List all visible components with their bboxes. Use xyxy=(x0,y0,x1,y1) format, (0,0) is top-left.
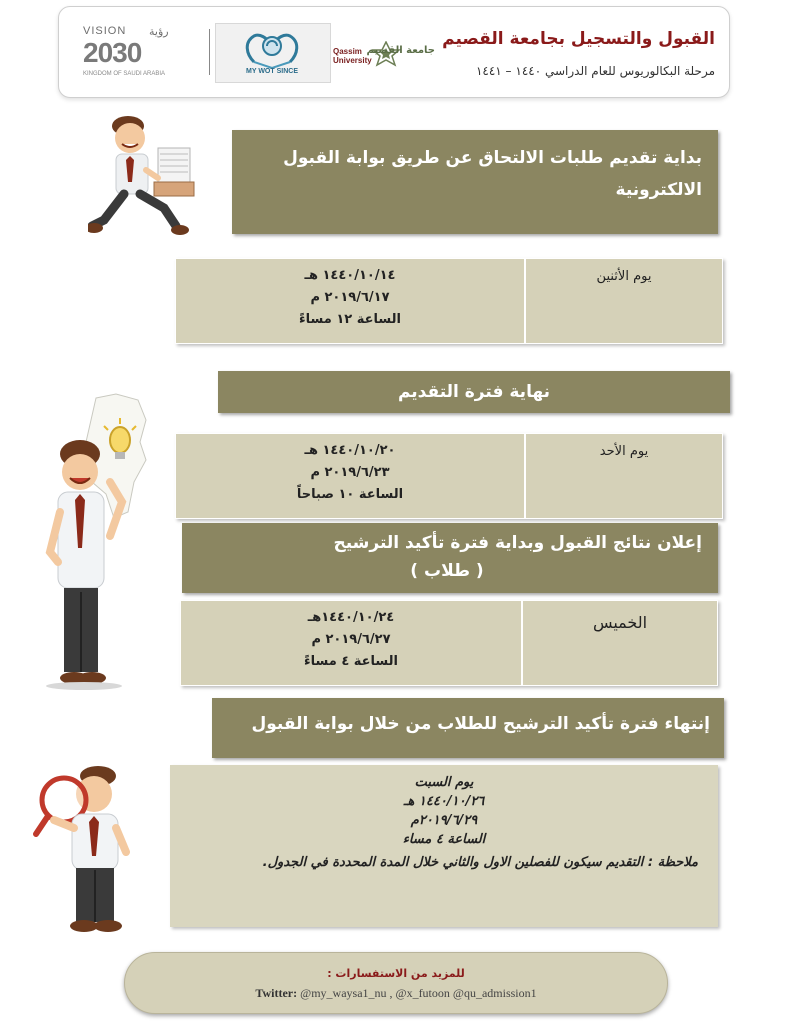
section-3-day: الخميس xyxy=(522,600,718,686)
section-3-heading-line2: ( طلاب ) xyxy=(410,561,484,581)
logo-divider xyxy=(209,29,210,75)
twitter-label: Twitter: xyxy=(255,986,298,1000)
section-2-hijri: ١٤٤٠/١٠/٢٠ هـ xyxy=(304,443,396,458)
section-1-gregorian: ٢٠١٩/٦/١٧ م xyxy=(310,290,390,305)
qu-arabic-name: جامعة القصيم xyxy=(366,45,435,56)
section-1-heading: بداية تقديم طلبات الالتحاق عن طريق بوابة القبول الالكترونية xyxy=(232,130,718,234)
section-1-date-cell xyxy=(175,258,525,344)
section-4-day: يوم السبت xyxy=(414,775,474,790)
vision-2030-logo: VISION رؤية 2030 KINGDOM OF SAUDI ARABIA xyxy=(83,25,169,77)
section-3-hijri: ١٤٤٠/١٠/٢٤هـ xyxy=(307,610,395,625)
section-2-table xyxy=(175,433,723,519)
section-2-time: الساعة ١٠ صباحاً xyxy=(296,487,404,502)
section-3-table xyxy=(180,600,718,686)
section-1-hijri: ١٤٤٠/١٠/١٤ هـ xyxy=(304,268,396,283)
section-2-date-cell xyxy=(175,433,525,519)
section-2-gregorian: ٢٠١٩/٦/٢٣ م xyxy=(310,465,390,480)
section-3-heading xyxy=(182,523,718,593)
section-1-table xyxy=(175,258,723,344)
header-card xyxy=(58,6,730,98)
section-3-time: الساعة ٤ مساءً xyxy=(303,654,399,669)
page-subtitle: مرحلة البكالوريوس للعام الدراسي ١٤٤٠ – ١٤٤١ xyxy=(475,64,715,78)
hands-heart-icon xyxy=(214,24,330,84)
page-title: القبول والتسجيل بجامعة القصيم xyxy=(442,29,715,49)
section-4-time: الساعة ٤ مساء xyxy=(402,832,486,847)
section-2-heading: نهاية فترة التقديم xyxy=(218,371,730,413)
man-magnifier-icon xyxy=(30,762,142,938)
section-4-hijri: ١٤٤٠/١٠/٢٦ هـ xyxy=(403,794,485,809)
section-1-day: يوم الأثنين xyxy=(525,258,723,344)
running-man-papers-icon xyxy=(88,108,210,240)
mywot-logo: MY WOT SINCE xyxy=(215,23,331,83)
section-4-heading: إنتهاء فترة تأكيد الترشيح للطلاب من خلال بوابة القبول xyxy=(212,698,724,758)
man-idea-lightbulb-icon xyxy=(40,392,152,692)
contact-title: للمزيد من الاستفسارات : xyxy=(327,967,465,980)
section-2-day: يوم الأحد xyxy=(525,433,723,519)
section-4-box xyxy=(170,765,718,927)
section-3-gregorian: ٢٠١٩/٦/٢٧ م xyxy=(311,632,391,647)
section-4-note: ملاحظة : التقديم سيكون للفصلين الاول والثاني خلال المدة المحددة في الجدول. xyxy=(262,855,698,870)
section-3-heading-line1: إعلان نتائج القبول وبداية فترة تأكيد الترشيح xyxy=(333,533,702,553)
contact-line xyxy=(125,986,667,1001)
contact-pill xyxy=(124,952,668,1014)
qassim-university-logo xyxy=(333,41,435,71)
section-4-gregorian: ٢٠١٩/٦/٢٩م xyxy=(410,813,478,828)
section-3-date-cell xyxy=(180,600,522,686)
qu-latin-name: Qassim University xyxy=(333,47,372,65)
twitter-handles[interactable]: @my_waysa1_nu , @x_futoon @qu_admission1 xyxy=(300,986,537,1000)
section-1-time: الساعة ١٢ مساءً xyxy=(299,312,401,327)
